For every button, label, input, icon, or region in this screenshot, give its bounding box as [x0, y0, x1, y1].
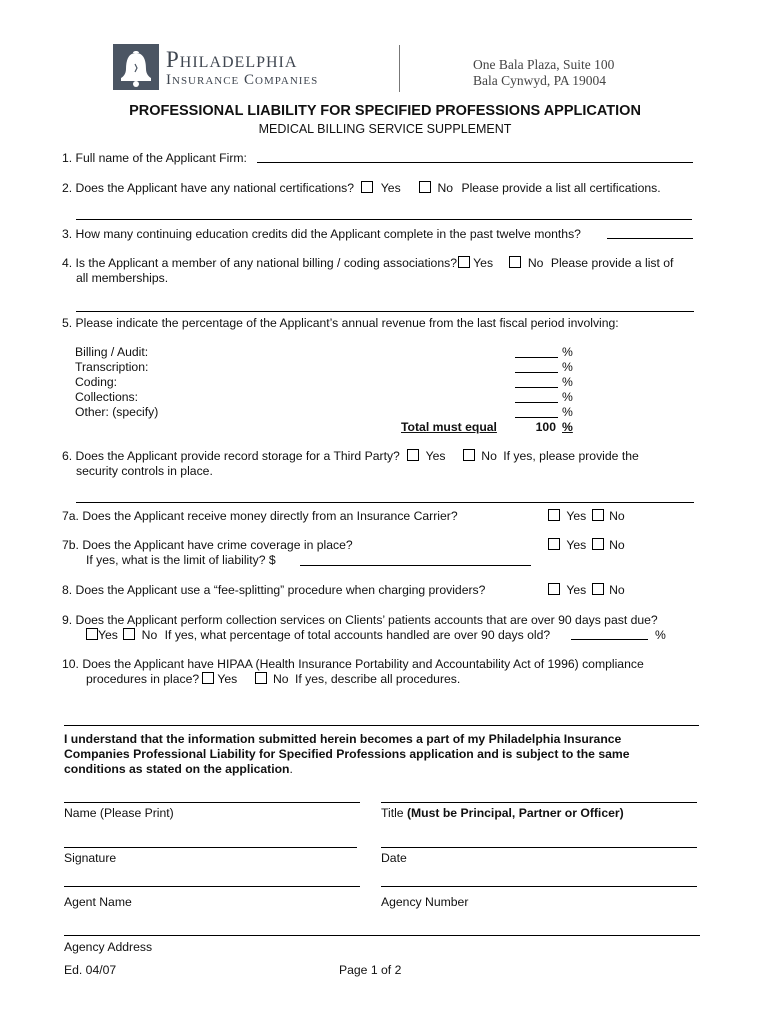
- q7b-no-label: No: [609, 538, 625, 552]
- q10-no-checkbox[interactable]: [255, 672, 267, 684]
- revenue-transcription-field[interactable]: [515, 372, 558, 373]
- agency-address-label: Agency Address: [64, 940, 153, 954]
- agency-number-label: Agency Number: [381, 895, 469, 909]
- agent-name-field[interactable]: [64, 886, 360, 887]
- address-line1: One Bala Plaza, Suite 100: [473, 57, 615, 72]
- q8-yes-checkbox[interactable]: [548, 583, 560, 595]
- revenue-unit: %: [562, 390, 573, 404]
- q6-no-label: No: [481, 449, 497, 463]
- date-field[interactable]: [381, 847, 697, 848]
- q7b-options: [548, 538, 625, 552]
- q2-yes-label: Yes: [380, 181, 401, 195]
- title-field[interactable]: [381, 802, 697, 803]
- question-10: 10. Does the Applicant have HIPAA (Health Insurance Portability and Accountability Act of 1996) compliance: [62, 657, 644, 671]
- statement-line1: I understand that the information submitted herein becomes a part of my Philadelphia Insurance: [64, 732, 622, 746]
- applicant-firm-name-field[interactable]: [257, 162, 693, 163]
- q2-tail: Please provide a list all certifications.: [461, 181, 661, 195]
- question-7b: 7b. Does the Applicant have crime coverage in place?: [62, 538, 353, 552]
- revenue-row-transcription: [75, 360, 148, 374]
- q8-options: [548, 583, 625, 597]
- revenue-row-other: [75, 405, 158, 419]
- q7b-no-checkbox[interactable]: [592, 538, 604, 550]
- total-value: [515, 420, 573, 434]
- q7a-options: [548, 509, 625, 523]
- q10-yes-checkbox[interactable]: [202, 672, 214, 684]
- question-4-cont: all memberships.: [76, 271, 169, 285]
- revenue-unit: %: [562, 345, 573, 359]
- revenue-unit: %: [562, 405, 573, 419]
- q8-no-checkbox[interactable]: [592, 583, 604, 595]
- revenue-row-collections: [75, 390, 138, 404]
- question-3: 3. How many continuing education credits did the Applicant complete in the past twelve months?: [62, 227, 581, 241]
- agency-address-field[interactable]: [64, 935, 700, 936]
- revenue-label: Other: (specify): [75, 405, 159, 419]
- page-subtitle: MEDICAL BILLING SERVICE SUPPLEMENT: [258, 122, 512, 136]
- agency-number-field[interactable]: [381, 886, 697, 887]
- total-unit: %: [562, 420, 573, 434]
- revenue-label: Transcription:: [75, 360, 149, 374]
- question-6-cont: security controls in place.: [76, 464, 213, 478]
- q9-no-label: No: [141, 628, 158, 642]
- title-label: [381, 806, 624, 820]
- q2-no-checkbox[interactable]: [419, 181, 431, 193]
- q4-yes-label: Yes: [473, 256, 494, 270]
- q7a-yes-checkbox[interactable]: [548, 509, 560, 521]
- overdue-percentage-field[interactable]: [571, 639, 648, 640]
- education-credits-field[interactable]: [607, 238, 693, 239]
- statement-line2: Companies Professional Liability for Specified Professions application and is subject to the same: [64, 747, 630, 761]
- question-6-text: 6. Does the Applicant provide record storage for a Third Party?: [62, 449, 400, 463]
- total-number: 100: [535, 420, 556, 434]
- revenue-label: Coding:: [75, 375, 118, 389]
- question-4: [62, 256, 673, 270]
- memberships-field[interactable]: [76, 311, 694, 312]
- q4-tail: Please provide a list of: [550, 256, 674, 270]
- security-controls-field[interactable]: [76, 502, 694, 503]
- page-title: PROFESSIONAL LIABILITY FOR SPECIFIED PROFESSIONS APPLICATION: [129, 103, 641, 119]
- q7a-yes-label: Yes: [566, 509, 587, 523]
- signature-field[interactable]: [64, 847, 357, 848]
- edition-label: Ed. 04/07: [64, 963, 117, 977]
- q10-no-label: No: [273, 672, 289, 686]
- revenue-other-field[interactable]: [515, 417, 558, 418]
- date-label: Date: [381, 851, 407, 865]
- q7b-yes-checkbox[interactable]: [548, 538, 560, 550]
- q10-tail: If yes, describe all procedures.: [294, 672, 461, 686]
- signature-label: Signature: [64, 851, 117, 865]
- question-6: [62, 449, 639, 463]
- question-4-text: 4. Is the Applicant a member of any national billing / coding associations?: [62, 256, 457, 270]
- q4-no-checkbox[interactable]: [509, 256, 521, 268]
- q9-tail: If yes, what percentage of total accounts handled are over 90 days old?: [164, 628, 551, 642]
- q8-yes-label: Yes: [566, 583, 587, 597]
- question-7b-sub: If yes, what is the limit of liability? $: [86, 553, 276, 567]
- question-8: 8. Does the Applicant use a “fee-splitting” procedure when charging providers?: [62, 583, 486, 597]
- question-9: 9. Does the Applicant perform collection services on Clients’ patients accounts that are over 90 days past due?: [62, 613, 658, 627]
- q8-no-label: No: [609, 583, 625, 597]
- q9-yes-checkbox[interactable]: [86, 628, 98, 640]
- name-label: Name (Please Print): [64, 806, 174, 820]
- title-label-note: (Must be Principal, Partner or Officer): [406, 806, 624, 820]
- q6-tail: If yes, please provide the: [503, 449, 639, 463]
- q6-yes-label: Yes: [425, 449, 446, 463]
- q2-no-label: No: [437, 181, 454, 195]
- q10-yes-label: Yes: [217, 672, 238, 686]
- liability-limit-field[interactable]: [300, 565, 531, 566]
- liberty-bell-icon: [113, 44, 159, 90]
- question-10-cont: [86, 672, 460, 686]
- q7b-yes-label: Yes: [566, 538, 587, 552]
- question-7a: 7a. Does the Applicant receive money directly from an Insurance Carrier?: [62, 509, 458, 523]
- revenue-collections-field[interactable]: [515, 402, 558, 403]
- question-5: 5. Please indicate the percentage of the Applicant’s annual revenue from the last fiscal period involving:: [62, 316, 619, 330]
- q9-no-checkbox[interactable]: [123, 628, 135, 640]
- question-2: [62, 181, 661, 195]
- revenue-coding-field[interactable]: [515, 387, 558, 388]
- total-label: Total must equal: [401, 420, 497, 434]
- agent-name-label: Agent Name: [64, 895, 132, 909]
- q6-yes-checkbox[interactable]: [407, 449, 419, 461]
- q4-yes-checkbox[interactable]: [458, 256, 470, 268]
- header-divider: [399, 45, 400, 92]
- q6-no-checkbox[interactable]: [463, 449, 475, 461]
- q2-yes-checkbox[interactable]: [361, 181, 373, 193]
- certifications-field[interactable]: [76, 219, 692, 220]
- title-label-text: Title: [381, 806, 407, 820]
- q9-unit: %: [655, 628, 666, 642]
- q4-no-label: No: [527, 256, 544, 270]
- q7a-no-checkbox[interactable]: [592, 509, 604, 521]
- statement-line3-text: conditions as stated on the application: [64, 762, 290, 776]
- hipaa-procedures-field[interactable]: [64, 725, 699, 726]
- revenue-label: Collections:: [75, 390, 138, 404]
- revenue-unit: %: [562, 360, 573, 374]
- q9-yes-label: Yes: [98, 628, 118, 642]
- question-1: 1. Full name of the Applicant Firm:: [62, 151, 247, 165]
- statement-period: .: [289, 762, 293, 776]
- revenue-row-coding: [75, 375, 117, 389]
- logo-line1: Philadelphia: [166, 47, 298, 72]
- revenue-label: Billing / Audit:: [75, 345, 149, 359]
- question-10-text: procedures in place?: [86, 672, 200, 686]
- logo-line2: Insurance Companies: [166, 72, 319, 88]
- address-line2: Bala Cynwyd, PA 19004: [473, 73, 607, 88]
- name-field[interactable]: [64, 802, 360, 803]
- revenue-unit: %: [562, 375, 573, 389]
- page-number: Page 1 of 2: [339, 963, 402, 977]
- revenue-row-billing: [75, 345, 148, 359]
- question-2-text: 2. Does the Applicant have any national certifications?: [62, 181, 355, 195]
- q7a-no-label: No: [609, 509, 625, 523]
- statement-line3: [64, 762, 293, 776]
- question-9-cont: [86, 628, 550, 642]
- revenue-billing-field[interactable]: [515, 357, 558, 358]
